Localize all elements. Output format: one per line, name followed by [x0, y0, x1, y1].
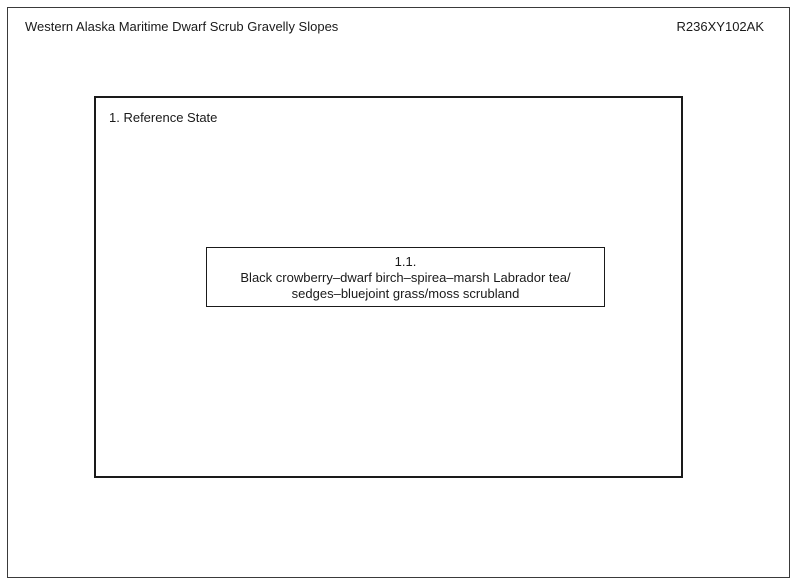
community-number: 1.1.	[394, 254, 417, 269]
community-name-line-1: Black crowberry–dwarf birch–spirea–marsh Labrador tea/	[240, 270, 571, 285]
community-box-1-1	[206, 247, 605, 307]
community-name-line-2: sedges–bluejoint grass/moss scrubland	[291, 286, 520, 301]
diagram-title: Western Alaska Maritime Dwarf Scrub Gravelly Slopes	[25, 19, 339, 34]
ecological-site-code: R236XY102AK	[676, 19, 764, 34]
state-label: 1. Reference State	[109, 110, 218, 125]
